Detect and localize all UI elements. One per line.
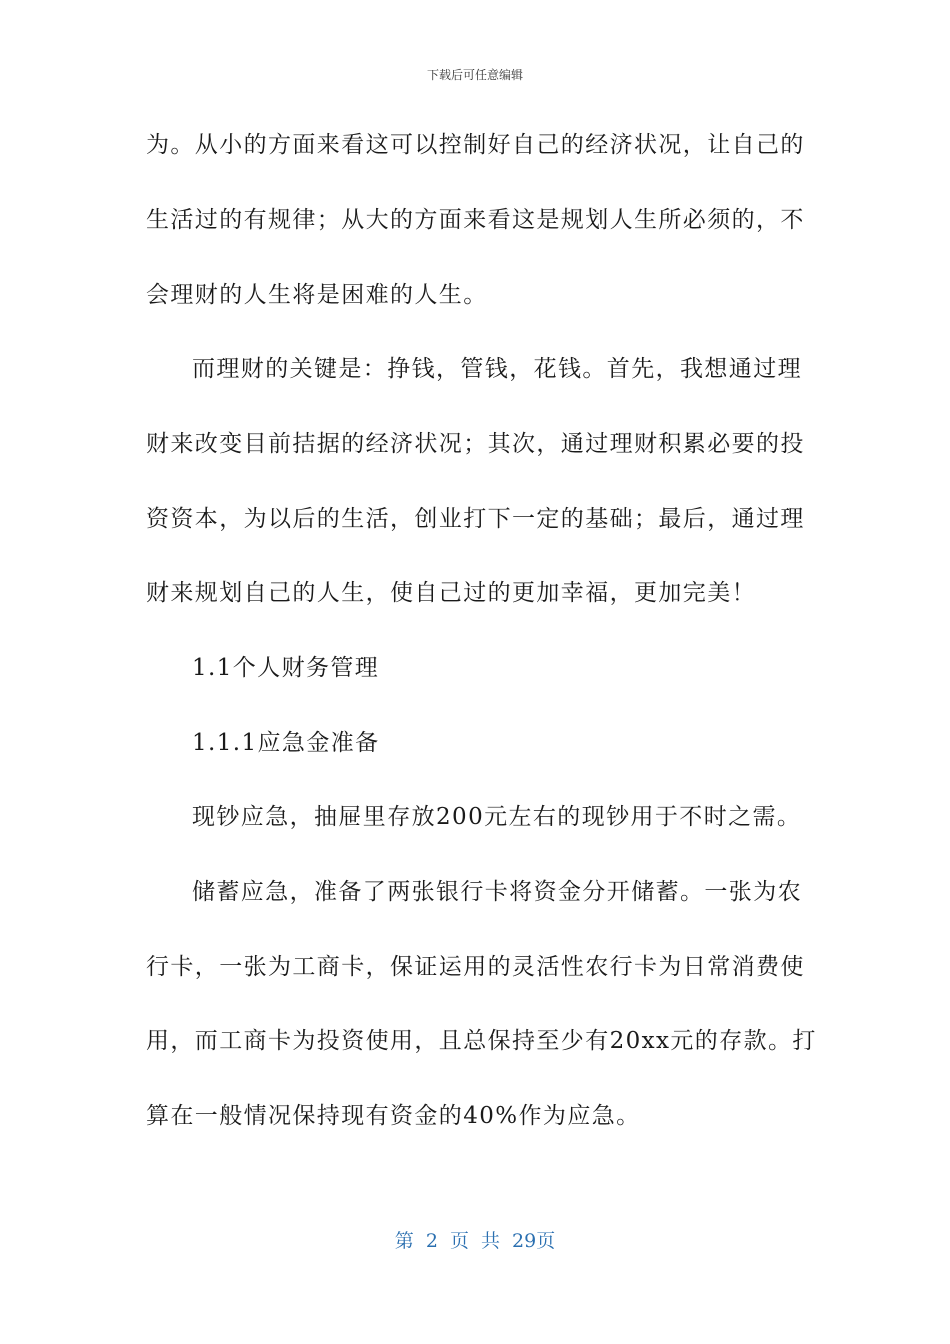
- body-line: 而理财的关键是：挣钱，管钱，花钱。首先，我想通过理: [192, 356, 802, 382]
- page-header: 下载后可任意编辑: [426, 68, 523, 82]
- section-heading: 1.1个人财务管理: [192, 655, 380, 681]
- page-footer: 第 2 页 共 29页: [394, 1230, 556, 1252]
- body-line: 财来改变目前拮据的经济状况；其次，通过理财积累必要的投: [146, 431, 805, 457]
- body-line: 为。从小的方面来看这可以控制好自己的经济状况，让自己的: [146, 132, 805, 158]
- body-line: 行卡，一张为工商卡，保证运用的灵活性农行卡为日常消费使: [146, 954, 805, 980]
- body-line: 财来规划自己的人生，使自己过的更加幸福，更加完美！: [146, 580, 756, 606]
- body-line: 储蓄应急，准备了两张银行卡将资金分开储蓄。一张为农: [192, 879, 802, 905]
- body-line: 生活过的有规律；从大的方面来看这是规划人生所必须的，不: [146, 207, 805, 233]
- subsection-heading: 1.1.1应急金准备: [192, 730, 380, 756]
- body-line: 用，而工商卡为投资使用，且总保持至少有20xx元的存款。打: [146, 1028, 817, 1054]
- body-line: 算在一般情况保持现有资金的40%作为应急。: [146, 1103, 641, 1129]
- body-line: 会理财的人生将是困难的人生。: [146, 282, 488, 308]
- body-line: 现钞应急，抽屉里存放200元左右的现钞用于不时之需。: [192, 804, 802, 830]
- body-line: 资资本，为以后的生活，创业打下一定的基础；最后，通过理: [146, 506, 805, 532]
